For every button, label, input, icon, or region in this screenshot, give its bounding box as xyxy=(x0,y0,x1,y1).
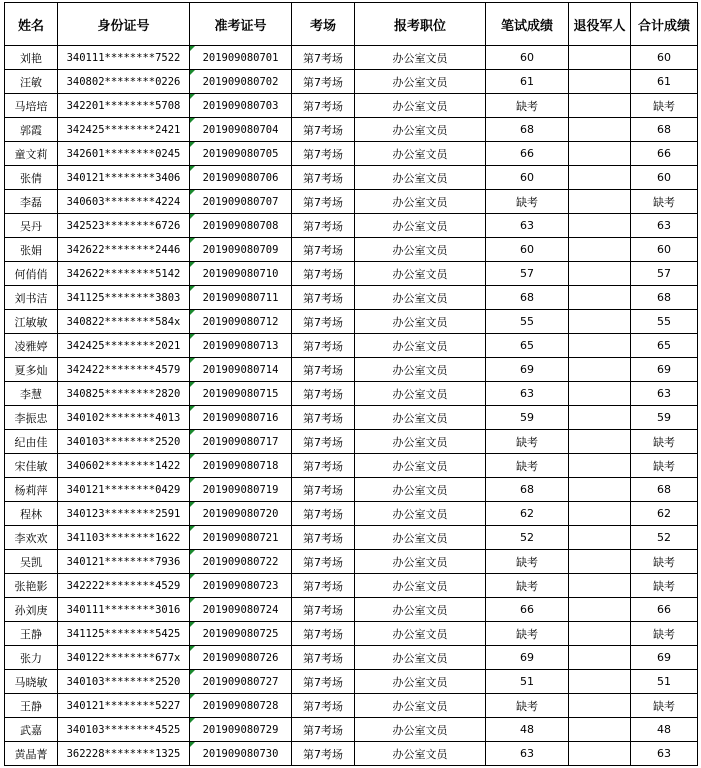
cell-position: 办公室文员 xyxy=(355,406,486,430)
cell-written-score: 63 xyxy=(486,214,569,238)
cell-ticket-number: 201909080703 xyxy=(190,94,292,118)
cell-position: 办公室文员 xyxy=(355,334,486,358)
header-veteran: 退役军人 xyxy=(569,3,631,46)
cell-name: 张艳影 xyxy=(5,574,58,598)
cell-position: 办公室文员 xyxy=(355,454,486,478)
cell-exam-room: 第7考场 xyxy=(292,334,355,358)
table-row xyxy=(5,718,698,742)
cell-exam-room: 第7考场 xyxy=(292,694,355,718)
cell-id-number: 340602********1422 xyxy=(58,454,190,478)
cell-ticket-number: 201909080709 xyxy=(190,238,292,262)
cell-exam-room: 第7考场 xyxy=(292,238,355,262)
cell-id-number: 342201********5708 xyxy=(58,94,190,118)
cell-name: 武嘉 xyxy=(5,718,58,742)
cell-ticket-number: 201909080729 xyxy=(190,718,292,742)
table-body xyxy=(5,46,698,766)
header-id-number: 身份证号 xyxy=(58,3,190,46)
cell-exam-room: 第7考场 xyxy=(292,262,355,286)
cell-name: 宋佳敏 xyxy=(5,454,58,478)
cell-veteran xyxy=(569,94,631,118)
cell-exam-room: 第7考场 xyxy=(292,382,355,406)
table-row xyxy=(5,190,698,214)
cell-veteran xyxy=(569,430,631,454)
cell-id-number: 362228********1325 xyxy=(58,742,190,766)
cell-total-score: 缺考 xyxy=(631,574,698,598)
cell-veteran xyxy=(569,742,631,766)
cell-veteran xyxy=(569,118,631,142)
cell-id-number: 340122********677x xyxy=(58,646,190,670)
cell-position: 办公室文员 xyxy=(355,358,486,382)
cell-exam-room: 第7考场 xyxy=(292,502,355,526)
cell-ticket-number: 201909080715 xyxy=(190,382,292,406)
cell-written-score: 63 xyxy=(486,382,569,406)
cell-ticket-number: 201909080717 xyxy=(190,430,292,454)
cell-written-score: 68 xyxy=(486,118,569,142)
cell-total-score: 68 xyxy=(631,478,698,502)
cell-exam-room: 第7考场 xyxy=(292,550,355,574)
table-row xyxy=(5,598,698,622)
cell-ticket-number: 201909080712 xyxy=(190,310,292,334)
cell-total-score: 55 xyxy=(631,310,698,334)
cell-written-score: 59 xyxy=(486,406,569,430)
cell-ticket-number: 201909080718 xyxy=(190,454,292,478)
table-row xyxy=(5,94,698,118)
cell-ticket-number: 201909080725 xyxy=(190,622,292,646)
table-row xyxy=(5,166,698,190)
cell-written-score: 52 xyxy=(486,526,569,550)
table-row xyxy=(5,406,698,430)
cell-veteran xyxy=(569,190,631,214)
cell-exam-room: 第7考场 xyxy=(292,70,355,94)
cell-exam-room: 第7考场 xyxy=(292,526,355,550)
cell-written-score: 缺考 xyxy=(486,190,569,214)
cell-name: 郭霞 xyxy=(5,118,58,142)
cell-name: 吴凯 xyxy=(5,550,58,574)
cell-position: 办公室文员 xyxy=(355,622,486,646)
cell-position: 办公室文员 xyxy=(355,742,486,766)
cell-ticket-number: 201909080707 xyxy=(190,190,292,214)
cell-veteran xyxy=(569,382,631,406)
cell-name: 李振忠 xyxy=(5,406,58,430)
cell-name: 夏多灿 xyxy=(5,358,58,382)
cell-name: 王静 xyxy=(5,622,58,646)
cell-veteran xyxy=(569,166,631,190)
cell-ticket-number: 201909080719 xyxy=(190,478,292,502)
table-row xyxy=(5,430,698,454)
cell-veteran xyxy=(569,214,631,238)
cell-exam-room: 第7考场 xyxy=(292,118,355,142)
cell-name: 吴丹 xyxy=(5,214,58,238)
cell-written-score: 缺考 xyxy=(486,694,569,718)
cell-veteran xyxy=(569,646,631,670)
cell-written-score: 51 xyxy=(486,670,569,694)
cell-total-score: 60 xyxy=(631,166,698,190)
cell-veteran xyxy=(569,718,631,742)
cell-exam-room: 第7考场 xyxy=(292,574,355,598)
table-row xyxy=(5,526,698,550)
cell-total-score: 缺考 xyxy=(631,622,698,646)
cell-exam-room: 第7考场 xyxy=(292,670,355,694)
cell-ticket-number: 201909080710 xyxy=(190,262,292,286)
table-row xyxy=(5,70,698,94)
cell-name: 孙刘庚 xyxy=(5,598,58,622)
cell-name: 李慧 xyxy=(5,382,58,406)
cell-position: 办公室文员 xyxy=(355,286,486,310)
cell-written-score: 65 xyxy=(486,334,569,358)
table-row xyxy=(5,286,698,310)
cell-veteran xyxy=(569,358,631,382)
cell-written-score: 57 xyxy=(486,262,569,286)
cell-ticket-number: 201909080716 xyxy=(190,406,292,430)
cell-written-score: 69 xyxy=(486,358,569,382)
cell-ticket-number: 201909080706 xyxy=(190,166,292,190)
cell-total-score: 60 xyxy=(631,238,698,262)
cell-exam-room: 第7考场 xyxy=(292,214,355,238)
cell-position: 办公室文员 xyxy=(355,70,486,94)
cell-total-score: 51 xyxy=(631,670,698,694)
cell-position: 办公室文员 xyxy=(355,166,486,190)
cell-ticket-number: 201909080721 xyxy=(190,526,292,550)
cell-written-score: 48 xyxy=(486,718,569,742)
cell-id-number: 342622********2446 xyxy=(58,238,190,262)
cell-exam-room: 第7考场 xyxy=(292,94,355,118)
table-row xyxy=(5,238,698,262)
cell-veteran xyxy=(569,526,631,550)
cell-ticket-number: 201909080724 xyxy=(190,598,292,622)
cell-veteran xyxy=(569,142,631,166)
cell-id-number: 342425********2421 xyxy=(58,118,190,142)
cell-exam-room: 第7考场 xyxy=(292,454,355,478)
table-row xyxy=(5,454,698,478)
cell-id-number: 340802********0226 xyxy=(58,70,190,94)
cell-name: 李欢欢 xyxy=(5,526,58,550)
cell-ticket-number: 201909080708 xyxy=(190,214,292,238)
cell-written-score: 63 xyxy=(486,742,569,766)
cell-ticket-number: 201909080726 xyxy=(190,646,292,670)
cell-id-number: 342601********0245 xyxy=(58,142,190,166)
cell-position: 办公室文员 xyxy=(355,190,486,214)
cell-id-number: 340121********3406 xyxy=(58,166,190,190)
cell-veteran xyxy=(569,574,631,598)
cell-id-number: 340121********7936 xyxy=(58,550,190,574)
cell-ticket-number: 201909080704 xyxy=(190,118,292,142)
cell-exam-room: 第7考场 xyxy=(292,190,355,214)
table-row xyxy=(5,334,698,358)
cell-name: 王静 xyxy=(5,694,58,718)
cell-id-number: 342523********6726 xyxy=(58,214,190,238)
cell-veteran xyxy=(569,286,631,310)
table-row xyxy=(5,574,698,598)
cell-id-number: 341103********1622 xyxy=(58,526,190,550)
cell-id-number: 342222********4529 xyxy=(58,574,190,598)
cell-name: 何俏俏 xyxy=(5,262,58,286)
table-row xyxy=(5,670,698,694)
cell-total-score: 61 xyxy=(631,70,698,94)
cell-veteran xyxy=(569,70,631,94)
table-row xyxy=(5,358,698,382)
cell-position: 办公室文员 xyxy=(355,574,486,598)
cell-written-score: 缺考 xyxy=(486,454,569,478)
cell-id-number: 340121********0429 xyxy=(58,478,190,502)
cell-total-score: 69 xyxy=(631,358,698,382)
cell-position: 办公室文员 xyxy=(355,118,486,142)
cell-written-score: 缺考 xyxy=(486,94,569,118)
cell-position: 办公室文员 xyxy=(355,214,486,238)
cell-veteran xyxy=(569,406,631,430)
table-row xyxy=(5,622,698,646)
cell-total-score: 63 xyxy=(631,382,698,406)
cell-exam-room: 第7考场 xyxy=(292,310,355,334)
table-row xyxy=(5,142,698,166)
cell-written-score: 62 xyxy=(486,502,569,526)
cell-name: 李磊 xyxy=(5,190,58,214)
cell-exam-room: 第7考场 xyxy=(292,166,355,190)
cell-ticket-number: 201909080722 xyxy=(190,550,292,574)
cell-total-score: 63 xyxy=(631,742,698,766)
cell-ticket-number: 201909080723 xyxy=(190,574,292,598)
cell-id-number: 340103********4525 xyxy=(58,718,190,742)
cell-position: 办公室文员 xyxy=(355,46,486,70)
cell-total-score: 缺考 xyxy=(631,454,698,478)
cell-position: 办公室文员 xyxy=(355,646,486,670)
cell-veteran xyxy=(569,262,631,286)
cell-name: 程林 xyxy=(5,502,58,526)
cell-veteran xyxy=(569,694,631,718)
cell-total-score: 缺考 xyxy=(631,190,698,214)
cell-position: 办公室文员 xyxy=(355,382,486,406)
cell-position: 办公室文员 xyxy=(355,142,486,166)
cell-name: 马培培 xyxy=(5,94,58,118)
cell-name: 马晓敏 xyxy=(5,670,58,694)
cell-ticket-number: 201909080714 xyxy=(190,358,292,382)
cell-total-score: 63 xyxy=(631,214,698,238)
cell-ticket-number: 201909080711 xyxy=(190,286,292,310)
cell-veteran xyxy=(569,46,631,70)
cell-written-score: 缺考 xyxy=(486,622,569,646)
cell-exam-room: 第7考场 xyxy=(292,358,355,382)
table-row xyxy=(5,46,698,70)
cell-ticket-number: 201909080713 xyxy=(190,334,292,358)
cell-veteran xyxy=(569,670,631,694)
cell-id-number: 340103********2520 xyxy=(58,430,190,454)
cell-written-score: 60 xyxy=(486,238,569,262)
table-row xyxy=(5,694,698,718)
cell-written-score: 68 xyxy=(486,478,569,502)
cell-id-number: 342425********2021 xyxy=(58,334,190,358)
header-total-score: 合计成绩 xyxy=(631,3,698,46)
cell-position: 办公室文员 xyxy=(355,310,486,334)
header-position: 报考职位 xyxy=(355,3,486,46)
cell-position: 办公室文员 xyxy=(355,238,486,262)
cell-id-number: 340121********5227 xyxy=(58,694,190,718)
cell-total-score: 66 xyxy=(631,142,698,166)
cell-ticket-number: 201909080701 xyxy=(190,46,292,70)
cell-position: 办公室文员 xyxy=(355,262,486,286)
table-row xyxy=(5,118,698,142)
cell-name: 江敏敏 xyxy=(5,310,58,334)
table-row xyxy=(5,550,698,574)
cell-exam-room: 第7考场 xyxy=(292,406,355,430)
cell-total-score: 52 xyxy=(631,526,698,550)
cell-position: 办公室文员 xyxy=(355,670,486,694)
cell-position: 办公室文员 xyxy=(355,430,486,454)
cell-total-score: 57 xyxy=(631,262,698,286)
cell-id-number: 340825********2820 xyxy=(58,382,190,406)
cell-name: 黄晶菁 xyxy=(5,742,58,766)
cell-id-number: 341125********3803 xyxy=(58,286,190,310)
table-row xyxy=(5,742,698,766)
cell-name: 张力 xyxy=(5,646,58,670)
cell-exam-room: 第7考场 xyxy=(292,742,355,766)
cell-exam-room: 第7考场 xyxy=(292,46,355,70)
cell-total-score: 65 xyxy=(631,334,698,358)
cell-position: 办公室文员 xyxy=(355,502,486,526)
cell-written-score: 66 xyxy=(486,142,569,166)
cell-id-number: 340102********4013 xyxy=(58,406,190,430)
cell-position: 办公室文员 xyxy=(355,550,486,574)
cell-total-score: 62 xyxy=(631,502,698,526)
cell-id-number: 341125********5425 xyxy=(58,622,190,646)
cell-total-score: 缺考 xyxy=(631,430,698,454)
cell-total-score: 48 xyxy=(631,718,698,742)
cell-exam-room: 第7考场 xyxy=(292,622,355,646)
cell-exam-room: 第7考场 xyxy=(292,718,355,742)
header-exam-room: 考场 xyxy=(292,3,355,46)
cell-position: 办公室文员 xyxy=(355,478,486,502)
cell-id-number: 342422********4579 xyxy=(58,358,190,382)
cell-written-score: 缺考 xyxy=(486,574,569,598)
cell-written-score: 60 xyxy=(486,46,569,70)
cell-veteran xyxy=(569,454,631,478)
cell-written-score: 69 xyxy=(486,646,569,670)
table-row xyxy=(5,646,698,670)
cell-total-score: 缺考 xyxy=(631,94,698,118)
cell-veteran xyxy=(569,334,631,358)
cell-written-score: 68 xyxy=(486,286,569,310)
cell-name: 张娟 xyxy=(5,238,58,262)
cell-name: 纪由佳 xyxy=(5,430,58,454)
table-row xyxy=(5,310,698,334)
table-row xyxy=(5,262,698,286)
cell-position: 办公室文员 xyxy=(355,94,486,118)
cell-total-score: 69 xyxy=(631,646,698,670)
cell-written-score: 55 xyxy=(486,310,569,334)
cell-ticket-number: 201909080705 xyxy=(190,142,292,166)
header-written-score: 笔试成绩 xyxy=(486,3,569,46)
header-row xyxy=(5,3,698,46)
cell-ticket-number: 201909080730 xyxy=(190,742,292,766)
cell-veteran xyxy=(569,622,631,646)
cell-name: 张倩 xyxy=(5,166,58,190)
cell-id-number: 342622********5142 xyxy=(58,262,190,286)
table-row xyxy=(5,214,698,238)
cell-exam-room: 第7考场 xyxy=(292,286,355,310)
cell-total-score: 68 xyxy=(631,118,698,142)
cell-id-number: 340103********2520 xyxy=(58,670,190,694)
cell-name: 杨莉萍 xyxy=(5,478,58,502)
table-row xyxy=(5,382,698,406)
cell-ticket-number: 201909080720 xyxy=(190,502,292,526)
cell-id-number: 340111********7522 xyxy=(58,46,190,70)
table-row xyxy=(5,502,698,526)
cell-exam-room: 第7考场 xyxy=(292,430,355,454)
cell-written-score: 61 xyxy=(486,70,569,94)
cell-veteran xyxy=(569,238,631,262)
cell-exam-room: 第7考场 xyxy=(292,646,355,670)
cell-id-number: 340822********584x xyxy=(58,310,190,334)
cell-name: 童文莉 xyxy=(5,142,58,166)
cell-written-score: 缺考 xyxy=(486,550,569,574)
cell-id-number: 340603********4224 xyxy=(58,190,190,214)
cell-position: 办公室文员 xyxy=(355,526,486,550)
cell-position: 办公室文员 xyxy=(355,718,486,742)
cell-veteran xyxy=(569,478,631,502)
cell-name: 刘艳 xyxy=(5,46,58,70)
cell-name: 凌雅婷 xyxy=(5,334,58,358)
cell-veteran xyxy=(569,598,631,622)
cell-position: 办公室文员 xyxy=(355,694,486,718)
cell-total-score: 缺考 xyxy=(631,550,698,574)
cell-veteran xyxy=(569,502,631,526)
cell-name: 刘书洁 xyxy=(5,286,58,310)
cell-veteran xyxy=(569,550,631,574)
cell-exam-room: 第7考场 xyxy=(292,598,355,622)
cell-id-number: 340111********3016 xyxy=(58,598,190,622)
cell-exam-room: 第7考场 xyxy=(292,478,355,502)
cell-written-score: 66 xyxy=(486,598,569,622)
cell-exam-room: 第7考场 xyxy=(292,142,355,166)
header-name: 姓名 xyxy=(5,3,58,46)
cell-total-score: 59 xyxy=(631,406,698,430)
cell-ticket-number: 201909080702 xyxy=(190,70,292,94)
cell-written-score: 缺考 xyxy=(486,430,569,454)
cell-written-score: 60 xyxy=(486,166,569,190)
cell-total-score: 缺考 xyxy=(631,694,698,718)
cell-total-score: 66 xyxy=(631,598,698,622)
table-row xyxy=(5,478,698,502)
cell-ticket-number: 201909080728 xyxy=(190,694,292,718)
cell-position: 办公室文员 xyxy=(355,598,486,622)
cell-veteran xyxy=(569,310,631,334)
cell-total-score: 60 xyxy=(631,46,698,70)
cell-name: 汪敏 xyxy=(5,70,58,94)
cell-ticket-number: 201909080727 xyxy=(190,670,292,694)
cell-id-number: 340123********2591 xyxy=(58,502,190,526)
header-ticket-number: 准考证号 xyxy=(190,3,292,46)
score-table xyxy=(4,2,698,766)
cell-total-score: 68 xyxy=(631,286,698,310)
